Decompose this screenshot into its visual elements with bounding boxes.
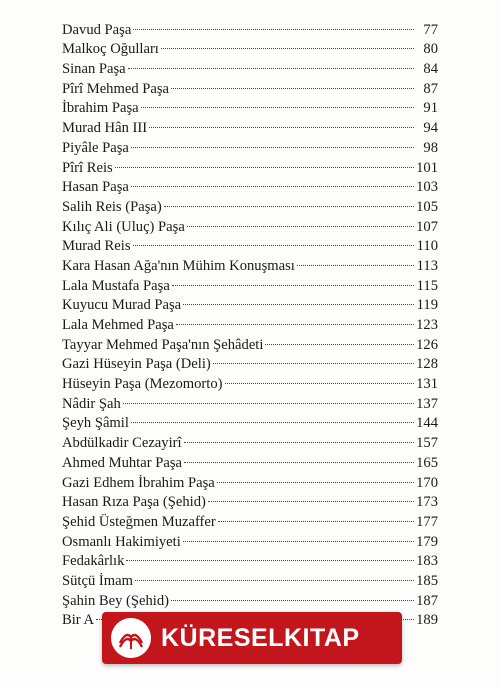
toc-entry-page: 126 — [416, 336, 438, 353]
toc-entry-page: 128 — [416, 356, 438, 373]
toc-entry-page: 170 — [416, 474, 438, 491]
toc-entry-page: 87 — [423, 80, 438, 97]
toc-entry-page: 144 — [416, 415, 438, 432]
toc-entry-title: Piyâle Paşa — [62, 139, 129, 156]
toc-entry-page: 177 — [416, 513, 438, 530]
toc-entry-title: Nâdir Şah — [62, 395, 121, 412]
toc-entry-title: Hasan Paşa — [62, 179, 129, 196]
toc-entry-page: 103 — [416, 179, 438, 196]
toc-dot-leader — [123, 388, 414, 408]
toc-entry-page: 115 — [416, 277, 438, 294]
toc-entry-page: 101 — [416, 159, 438, 176]
toc-entry-title: Kılıç Ali (Uluç) Paşa — [62, 218, 185, 235]
toc-entry-page: 137 — [416, 395, 438, 412]
toc-entry-page: 77 — [423, 21, 438, 38]
toc-entry-page: 123 — [416, 317, 438, 333]
toc-dot-leader — [184, 427, 414, 447]
toc-entry — [62, 172, 438, 196]
toc-entry-page: 113 — [416, 257, 438, 274]
toc-dot-leader — [297, 250, 414, 270]
toc-entry-page: 131 — [416, 376, 438, 393]
table-of-contents — [62, 14, 438, 629]
toc-entry-page: 165 — [416, 454, 438, 471]
toc-dot-leader — [176, 309, 414, 329]
toc-entry-page: 183 — [416, 553, 438, 570]
toc-entry-title: Davud Paşa — [62, 21, 132, 38]
toc-entry-title: Pîrî Reis — [62, 159, 113, 176]
toc-dot-leader — [164, 191, 414, 211]
toc-dot-leader — [141, 93, 414, 113]
toc-entry-title: Sinan Paşa — [62, 61, 126, 78]
toc-entry-page: 91 — [423, 100, 438, 117]
toc-dot-leader — [115, 152, 414, 172]
toc-dot-leader — [133, 14, 414, 34]
toc-entry-page: 157 — [416, 435, 438, 452]
toc-dot-leader — [172, 270, 414, 290]
toc-entry-page: 189 — [416, 612, 438, 629]
toc-dot-leader — [126, 546, 414, 566]
toc-dot-leader — [131, 132, 414, 152]
toc-dot-leader — [133, 231, 414, 251]
toc-entry-page: 119 — [416, 297, 438, 314]
toc-dot-leader — [217, 467, 414, 487]
toc-dot-leader — [183, 526, 414, 546]
toc-entry-title: Tayyar Mehmed Paşa'nın Şehâdeti — [62, 336, 264, 353]
toc-entry-title: Abdülkadir Cezayirî — [62, 435, 182, 452]
toc-dot-leader — [187, 211, 414, 231]
toc-dot-leader — [225, 368, 415, 388]
toc-dot-leader — [161, 34, 414, 54]
toc-entry-page: 110 — [416, 238, 438, 255]
toc-entry-title: Şahin Bey (Şehid) — [62, 592, 170, 609]
toc-entry-page: 94 — [423, 120, 438, 137]
toc-entry-title: Malkoç Oğulları — [62, 41, 159, 58]
toc-entry-page: 187 — [416, 592, 438, 609]
toc-entry-page: 179 — [416, 533, 438, 550]
toc-entry-title: Şehid Üsteğmen Muzaffer — [62, 513, 216, 530]
toc-entry-title: Murad Reis — [62, 238, 131, 255]
toc-entry — [62, 14, 438, 38]
toc-dot-leader — [208, 487, 414, 507]
toc-dot-leader — [265, 329, 414, 349]
toc-entry-title: İbrahim Paşa — [62, 100, 139, 117]
toc-dot-leader — [128, 53, 414, 73]
toc-entry-title: Hüseyin Paşa (Mezomorto) — [62, 376, 223, 393]
toc-entry-title: Pîrî Mehmed Paşa — [62, 80, 170, 97]
toc-entry-page: 98 — [423, 139, 438, 156]
toc-entry-page: 105 — [416, 198, 438, 215]
toc-entry-title: Kara Hasan Ağa'nın Mühim Konuşması — [62, 257, 295, 274]
toc-entry-page: 185 — [416, 572, 438, 589]
toc-entry-page: 173 — [416, 494, 438, 511]
toc-dot-leader — [218, 506, 414, 526]
toc-entry-title: Sütçü İmam — [62, 572, 133, 589]
toc-dot-leader — [183, 290, 414, 310]
toc-entry-title: Fedakârlık — [62, 553, 125, 570]
toc-entry-title: Lala Mehmed Paşa — [62, 317, 174, 333]
toc-dot-leader — [171, 585, 414, 605]
toc-dot-leader — [131, 408, 414, 428]
toc-entry-page: 107 — [416, 218, 438, 235]
toc-entry-title: Salih Reis (Paşa) — [62, 198, 162, 215]
toc-entry-title: Osmanlı Hakimiyeti — [62, 533, 181, 550]
toc-dot-leader — [149, 112, 414, 132]
toc-entry-title: Kuyucu Murad Paşa — [62, 297, 182, 314]
toc-entry-page: 80 — [423, 41, 438, 58]
toc-entry-title: Gazi Edhem İbrahim Paşa — [62, 474, 215, 491]
watermark-logo — [102, 612, 402, 664]
toc-dot-leader — [135, 565, 414, 585]
toc-entry-title: Ahmed Muhtar Paşa — [62, 454, 182, 471]
book-logo-icon — [111, 618, 151, 658]
toc-entry-title: Murad Hân III — [62, 120, 148, 137]
toc-dot-leader — [171, 73, 414, 93]
toc-entry-title: Bir A — [62, 612, 95, 629]
toc-dot-leader — [213, 349, 414, 369]
toc-dot-leader — [131, 172, 414, 192]
toc-entry-title: Lala Mustafa Paşa — [62, 277, 170, 294]
toc-entry-title: Hasan Rıza Paşa (Şehid) — [62, 494, 206, 511]
toc-entry-title: Gazi Hüseyin Paşa (Deli) — [62, 356, 211, 373]
toc-entry-page: 84 — [423, 61, 438, 78]
toc-entry — [62, 152, 438, 176]
toc-entry-title: Şeyh Şâmil — [62, 415, 129, 432]
brand-text: KÜRESELKITAP — [161, 623, 360, 652]
toc-dot-leader — [184, 447, 414, 467]
